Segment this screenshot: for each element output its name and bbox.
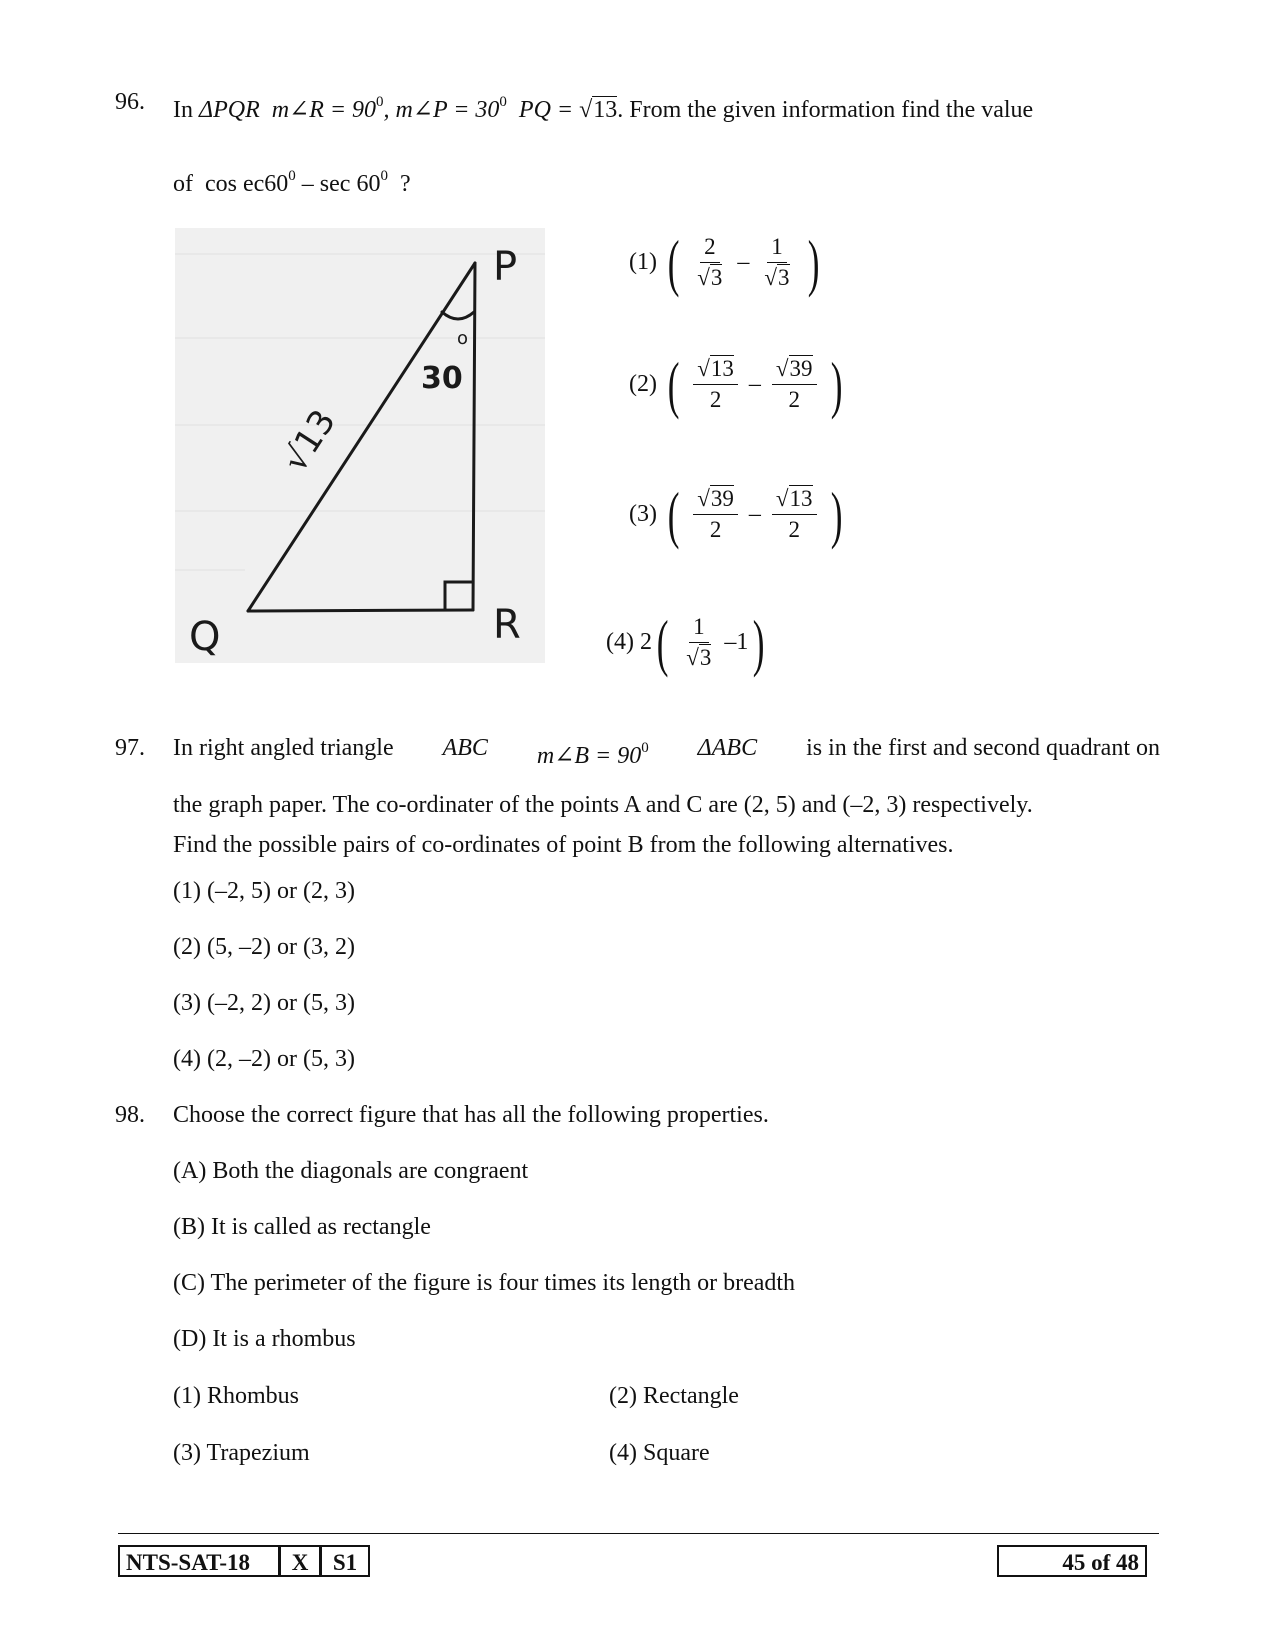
text-b: is in the first and second quadrant on xyxy=(806,735,1160,761)
radicand: 39 xyxy=(710,486,734,511)
triangle-figure xyxy=(175,228,545,663)
triangle-lines xyxy=(248,263,475,611)
radicand: 3 xyxy=(710,265,723,290)
of-word: of xyxy=(173,171,193,197)
footer-rule xyxy=(118,1533,1159,1534)
option-label: (3) xyxy=(629,501,657,527)
fraction xyxy=(679,612,718,673)
numerator: √39 xyxy=(772,354,817,385)
footer-code: NTS-SAT-18 xyxy=(118,1545,280,1577)
q97-option-4[interactable]: (4) (2, –2) or (5, 3) xyxy=(173,1046,355,1072)
paper-lines xyxy=(175,254,545,570)
question-96 xyxy=(115,82,1160,204)
condition-p: , m∠P = 30 xyxy=(383,97,500,123)
numerator: 1 xyxy=(767,232,787,263)
text-a: In right angled triangle xyxy=(173,735,394,761)
minus-sign: – xyxy=(748,371,761,397)
denominator: 2 xyxy=(788,517,800,542)
question-line-2: the graph paper. The co-ordinater of the points A and C are (2, 5) and (–2, 3) respectively. xyxy=(173,792,1033,818)
numerator: √13 xyxy=(772,484,817,515)
question-line-2 xyxy=(173,156,1160,204)
denominator: √3 xyxy=(697,265,723,290)
degree-sup: 0 xyxy=(641,740,649,756)
option-label: (4) xyxy=(606,629,634,655)
triangle-symbol: ΔABC xyxy=(697,735,758,761)
left-paren: ( xyxy=(667,478,680,550)
degree-sup: 0 xyxy=(380,168,388,184)
denominator: 2 xyxy=(709,517,722,542)
condition-b: m∠B = 90 xyxy=(536,743,642,769)
numerator: √13 xyxy=(693,354,738,385)
property-b: (B) It is called as rectangle xyxy=(173,1214,431,1240)
radicand: 3 xyxy=(699,645,712,670)
minus-sign: – xyxy=(737,249,750,275)
q96-option-2[interactable] xyxy=(629,348,847,420)
footer-class: X xyxy=(279,1545,321,1577)
denominator: 2 xyxy=(788,387,800,412)
side-pq xyxy=(248,263,475,611)
minus-sign: – xyxy=(748,501,761,527)
sec-expr: – sec 60 xyxy=(295,171,381,197)
question-line-1 xyxy=(173,728,1160,776)
numerator: 1 xyxy=(689,612,709,643)
triangle-name: ABC xyxy=(442,735,488,761)
question-text xyxy=(173,728,1160,862)
right-paren: ) xyxy=(830,348,843,420)
left-paren: ( xyxy=(667,226,680,298)
triangle-drawing xyxy=(175,228,545,663)
minus-one: –1 xyxy=(724,629,749,655)
q98-option-3[interactable]: (3) Trapezium xyxy=(173,1440,310,1466)
property-c: (C) The perimeter of the figure is four times its length or breadth xyxy=(173,1270,796,1296)
q98-option-1[interactable]: (1) Rhombus xyxy=(173,1383,299,1409)
fraction xyxy=(769,354,820,415)
fraction xyxy=(690,484,741,545)
coefficient: 2 xyxy=(639,629,652,655)
q96-option-4[interactable] xyxy=(606,606,770,678)
label-q: Q xyxy=(189,614,221,660)
q96-option-1[interactable] xyxy=(629,226,824,298)
question-number: 97. xyxy=(115,735,145,761)
option-label: (2) xyxy=(629,371,657,397)
label-r: R xyxy=(493,602,521,648)
right-paren: ) xyxy=(753,606,765,678)
footer-page: 45 of 48 xyxy=(997,1545,1147,1577)
option-label: (1) xyxy=(629,249,657,275)
q96-option-3[interactable] xyxy=(629,478,847,550)
degree-sup: 0 xyxy=(376,94,384,110)
footer-set: S1 xyxy=(320,1545,370,1577)
right-paren: ) xyxy=(807,226,820,298)
question-text: Choose the correct figure that has all the following properties. xyxy=(173,1102,769,1128)
question-number: 98. xyxy=(115,1102,145,1128)
radicand: 13 xyxy=(593,97,618,123)
question-mark: ? xyxy=(399,171,411,197)
angle-arc xyxy=(442,312,474,319)
right-paren: ) xyxy=(830,478,843,550)
q97-option-1[interactable]: (1) (–2, 5) or (2, 3) xyxy=(173,878,355,904)
radicand: 13 xyxy=(789,486,813,511)
right-angle-mark xyxy=(445,582,473,610)
q98-option-4[interactable]: (4) Square xyxy=(609,1440,710,1466)
radicand: 39 xyxy=(789,356,813,381)
radicand: 13 xyxy=(710,356,734,381)
side-qr xyxy=(248,610,473,611)
fraction xyxy=(769,484,820,545)
question-98 xyxy=(115,1100,1160,1130)
question-text-tail: . From the given information find the value xyxy=(617,97,1034,123)
side-pr xyxy=(473,263,475,610)
fraction xyxy=(690,354,741,415)
denominator: √3 xyxy=(764,265,790,290)
left-paren: ( xyxy=(656,606,669,678)
denominator: 2 xyxy=(709,387,722,412)
property-d: (D) It is a rhombus xyxy=(173,1326,356,1352)
condition-r: m∠R = 90 xyxy=(271,97,377,123)
degree-sup: 0 xyxy=(499,94,507,110)
property-a: (A) Both the diagonals are congraent xyxy=(173,1158,529,1184)
degree-sup: 0 xyxy=(288,168,296,184)
question-line-3: Find the possible pairs of co-ordinates of point B from the following alternatives. xyxy=(173,832,954,858)
question-text: In ΔPQR m∠R = $90^0$, m∠P = $30^0$ PQ = √13. From the given information find the value of $\cos ec60^0$ – $\sec 60^0$ ? xyxy=(173,82,1160,204)
angle-label: 30 xyxy=(421,361,463,396)
label-p: P xyxy=(493,244,518,290)
triangle-name: ΔPQR xyxy=(199,97,260,123)
angle-degree: o xyxy=(457,328,469,349)
denominator: √3 xyxy=(686,645,712,670)
q97-option-3[interactable]: (3) (–2, 2) or (5, 3) xyxy=(173,990,355,1016)
fraction xyxy=(690,232,729,293)
q98-option-2[interactable]: (2) Rectangle xyxy=(609,1383,739,1409)
numerator: 2 xyxy=(700,232,720,263)
question-97 xyxy=(115,728,1160,862)
condition-pq: PQ = xyxy=(518,97,580,123)
numerator: √39 xyxy=(693,484,738,515)
q97-option-2[interactable]: (2) (5, –2) or (3, 2) xyxy=(173,934,355,960)
question-number: 96. xyxy=(115,89,145,115)
cosec-expr: cos ec60 xyxy=(205,171,289,197)
intro: In xyxy=(173,97,193,123)
left-paren: ( xyxy=(667,348,680,420)
fraction xyxy=(757,232,796,293)
side-label: √13 xyxy=(275,402,344,479)
radicand: 3 xyxy=(778,265,790,290)
